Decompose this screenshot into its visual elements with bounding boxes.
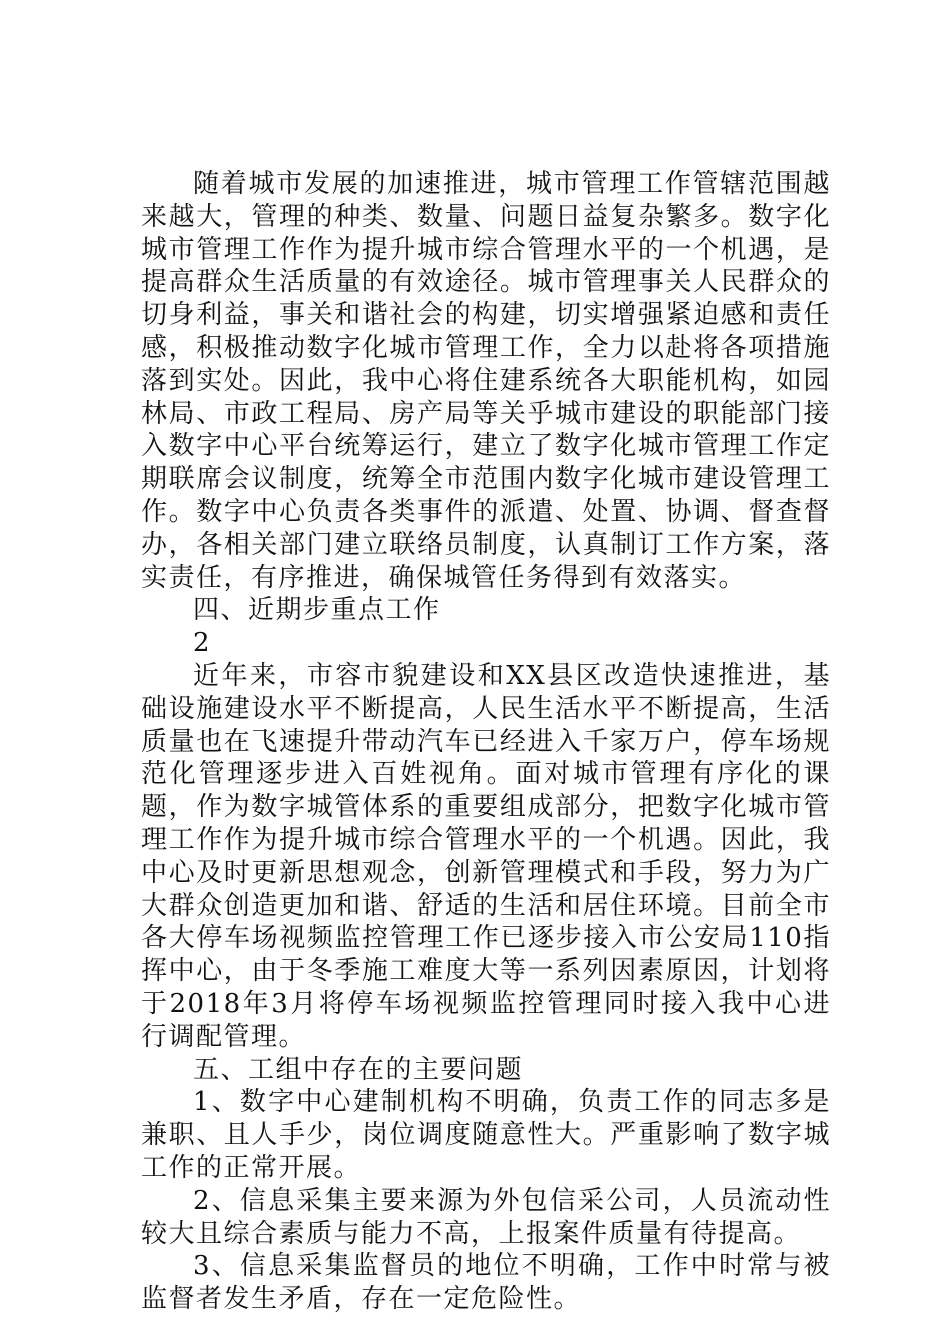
section-heading-recent-work: 四、近期步重点工作 [193, 595, 441, 626]
section-heading-problems: 五、工组中存在的主要问题 [193, 1054, 524, 1085]
paragraph-city-management: 随着城市发展的加速推进，城市管理工作管辖范围越来越大，管理的种类、数量、问题日益复杂繁多。数字化城市管理工作作为提升城市综合管理水平的一个机遇，是提高群众生活质量的有效途径。城市管理事关人民群众的切身利益，事关和谐社会的构建，切实增强紧迫感和责任感，积极推动数字化城市管理工作，全力以赴将各项措施落到实处。因此，我中心将住建系统各大职能机构，如园林局、市政工程局、房产局等关乎城市建设的职能部门接入数字中心平台统筹运行，建立了数字化城市管理工作定期联席会议制度，统筹全市范围内数字化城市建设管理工作。数字中心负责各类事件的派遣、处置、协调、督查督办，各相关部门建立联络员制度，认真制订工作方案，落实责任，有序推进，确保城管任务得到有效落实。 [141, 169, 831, 593]
problem-item-1: 1、数字中心建制机构不明确，负责工作的同志多是兼职、且人手少，岗位调度随意性大。严重影响了数字城工作的正常开展。 [141, 1087, 831, 1183]
document-body [141, 168, 831, 1316]
page-number: 2 [193, 628, 212, 659]
paragraph-parking-management: 近年来，市容市貌建设和XX县区改造快速推进，基础设施建设水平不断提高，人民生活水平不断提高，生活质量也在飞速提升带动汽车已经进入千家万户，停车场规范化管理逐步进入百姓视角。面对城市管理有序化的课题，作为数字城管体系的重要组成部分，把数字化城市管理工作作为提升城市综合管理水平的一个机遇。因此，我中心及时更新思想观念，创新管理模式和手段，努力为广大群众创造更加和谐、舒适的生活和居住环境。目前全市各大停车场视频监控管理工作已逐步接入市公安局110指挥中心，由于冬季施工难度大等一系列因素原因，计划将于2018年3月将停车场视频监控管理同时接入我中心进行调配管理。 [141, 660, 831, 1052]
problem-item-3: 3、信息采集监督员的地位不明确，工作中时常与被监督者发生矛盾，存在一定危险性。 [141, 1251, 831, 1315]
problem-item-2: 2、信息采集主要来源为外包信采公司，人员流动性较大且综合素质与能力不高，上报案件质量有待提高。 [141, 1185, 831, 1249]
